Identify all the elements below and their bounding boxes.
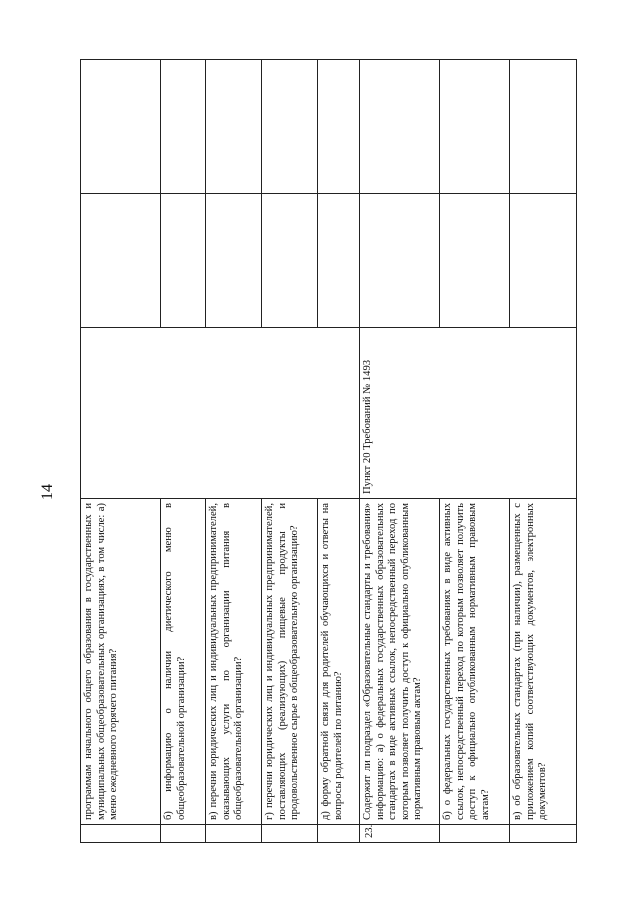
question-text: программам начального общего образования в государственных и муниципальных общеобразовательных организациях, в том числе: а) меню ежедневного горячего питания? <box>81 499 161 825</box>
note-cell <box>206 60 262 194</box>
row-number <box>262 825 318 843</box>
row-number <box>206 825 262 843</box>
answer-cell <box>81 194 161 328</box>
answer-cell <box>510 194 577 328</box>
question-text: г) перечни юридических лиц и индивидуальных предпринимателей, поставляющих (реализующих) пищевые продукты и продовольственное сырье в общеобразовательную организацию? <box>262 499 318 825</box>
answer-cell <box>262 194 318 328</box>
note-cell <box>161 60 206 194</box>
answer-cell <box>206 194 262 328</box>
page-number: 14 <box>39 484 56 500</box>
question-text: в) об образовательных стандартах (при наличии), размещенных с приложением копий соответствующих документов, электронных документов? <box>510 499 577 825</box>
row-number <box>440 825 510 843</box>
requirement-reference <box>81 328 360 499</box>
row-number <box>318 825 360 843</box>
requirement-reference: Пункт 20 Требований № 1493 <box>360 328 577 499</box>
table-row <box>81 60 161 843</box>
row-number <box>161 825 206 843</box>
answer-cell <box>440 194 510 328</box>
answer-cell <box>318 194 360 328</box>
note-cell <box>510 60 577 194</box>
checklist-table <box>80 59 577 843</box>
question-text: д) форму обратной связи для родителей обучающихся и ответы на вопросы родителей по питанию? <box>318 499 360 825</box>
row-number: 23. <box>360 825 440 843</box>
question-text: в) перечни юридических лиц и индивидуальных предпринимателей, оказывающих услуги по организации питания в общеобразовательной организации? <box>206 499 262 825</box>
answer-cell <box>360 194 440 328</box>
note-cell <box>81 60 161 194</box>
answer-cell <box>161 194 206 328</box>
note-cell <box>318 60 360 194</box>
row-number <box>510 825 577 843</box>
note-cell <box>262 60 318 194</box>
row-number <box>81 825 161 843</box>
table-row <box>360 60 440 843</box>
rotated-table-frame <box>80 60 576 843</box>
question-text: Содержит ли подраздел «Образовательные стандарты и требования» информацию: а) о федеральных государственных образовательных стандартах в виде активных ссылок, непосредственный переход по которым позволяет получить доступ к официально опубликованным нормативным правовым актам? <box>360 499 440 825</box>
checklist-table-container <box>80 60 576 843</box>
note-cell <box>440 60 510 194</box>
question-text: б) информацию о наличии диетического меню в общеобразовательной организации? <box>161 499 206 825</box>
note-cell <box>360 60 440 194</box>
question-text: б) о федеральных государственных требованиях в виде активных ссылок, непосредственный переход по которым позволяет получить доступ к официально опубликованным нормативным правовым актам? <box>440 499 510 825</box>
